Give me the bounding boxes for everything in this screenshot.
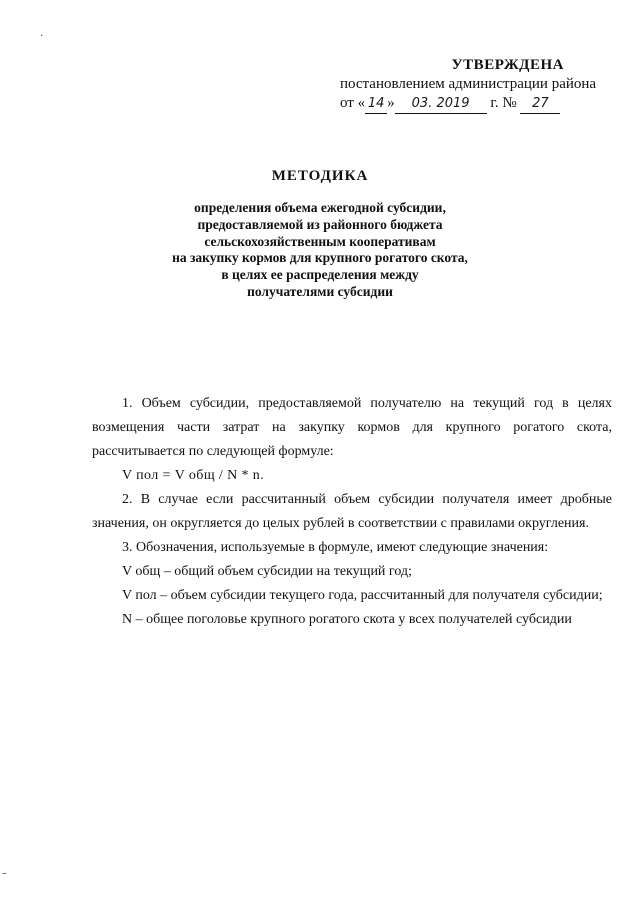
subtitle-line: предоставляемой из районного бюджета	[197, 216, 443, 232]
subtitle-line: на закупку кормов для крупного рогатого скота,	[172, 250, 468, 266]
handwritten-order-number: 27	[520, 94, 560, 114]
document-body	[92, 392, 612, 632]
approval-stamp	[340, 56, 610, 114]
date-mid: »	[387, 95, 395, 111]
subtitle-line: определения объема ежегодной субсидии,	[194, 200, 446, 215]
approval-heading: УТВЕРЖДЕНА	[451, 57, 564, 73]
subtitle-line: сельскохозяйственным кооперативам	[204, 233, 436, 249]
scan-speck: .	[40, 28, 44, 39]
approval-date-line	[340, 94, 610, 114]
body-paragraph: 1. Объем субсидии, предоставляемой получателю на текущий год в целях возмещения части затрат на закупку кормов для крупного рогатого скота, рассчитывается по следующей формуле:	[92, 396, 612, 459]
body-paragraph: N – общее поголовье крупного рогатого скота у всех получателей субсидии	[122, 612, 572, 627]
body-paragraph: V пол – объем субсидии текущего года, рассчитанный для получателя субсидии;	[122, 588, 603, 603]
body-paragraph: 3. Обозначения, используемые в формуле, имеют следующие значения:	[122, 540, 549, 555]
document-subtitle	[92, 200, 548, 301]
body-paragraph: V общ – общий объем субсидии на текущий год;	[122, 564, 412, 579]
subtitle-line: получателями субсидии	[247, 283, 393, 299]
document-title: МЕТОДИКА	[271, 168, 369, 184]
handwritten-month-year: 03. 2019	[395, 94, 487, 114]
body-paragraph: 2. В случае если рассчитанный объем субсидии получателя имеет дробные значения, он округляется до целых рублей в соответствии с правилами округления.	[92, 492, 612, 531]
date-prefix: от «	[340, 95, 366, 111]
scan-edge-mark: –	[2, 868, 7, 879]
number-prefix: г. №	[490, 95, 517, 111]
formula: V пол = V общ / N * n.	[122, 468, 265, 483]
subtitle-line: в целях ее распределения между	[221, 267, 419, 283]
approval-order-line: постановлением администрации района	[340, 76, 597, 92]
handwritten-day: 14	[365, 94, 387, 114]
